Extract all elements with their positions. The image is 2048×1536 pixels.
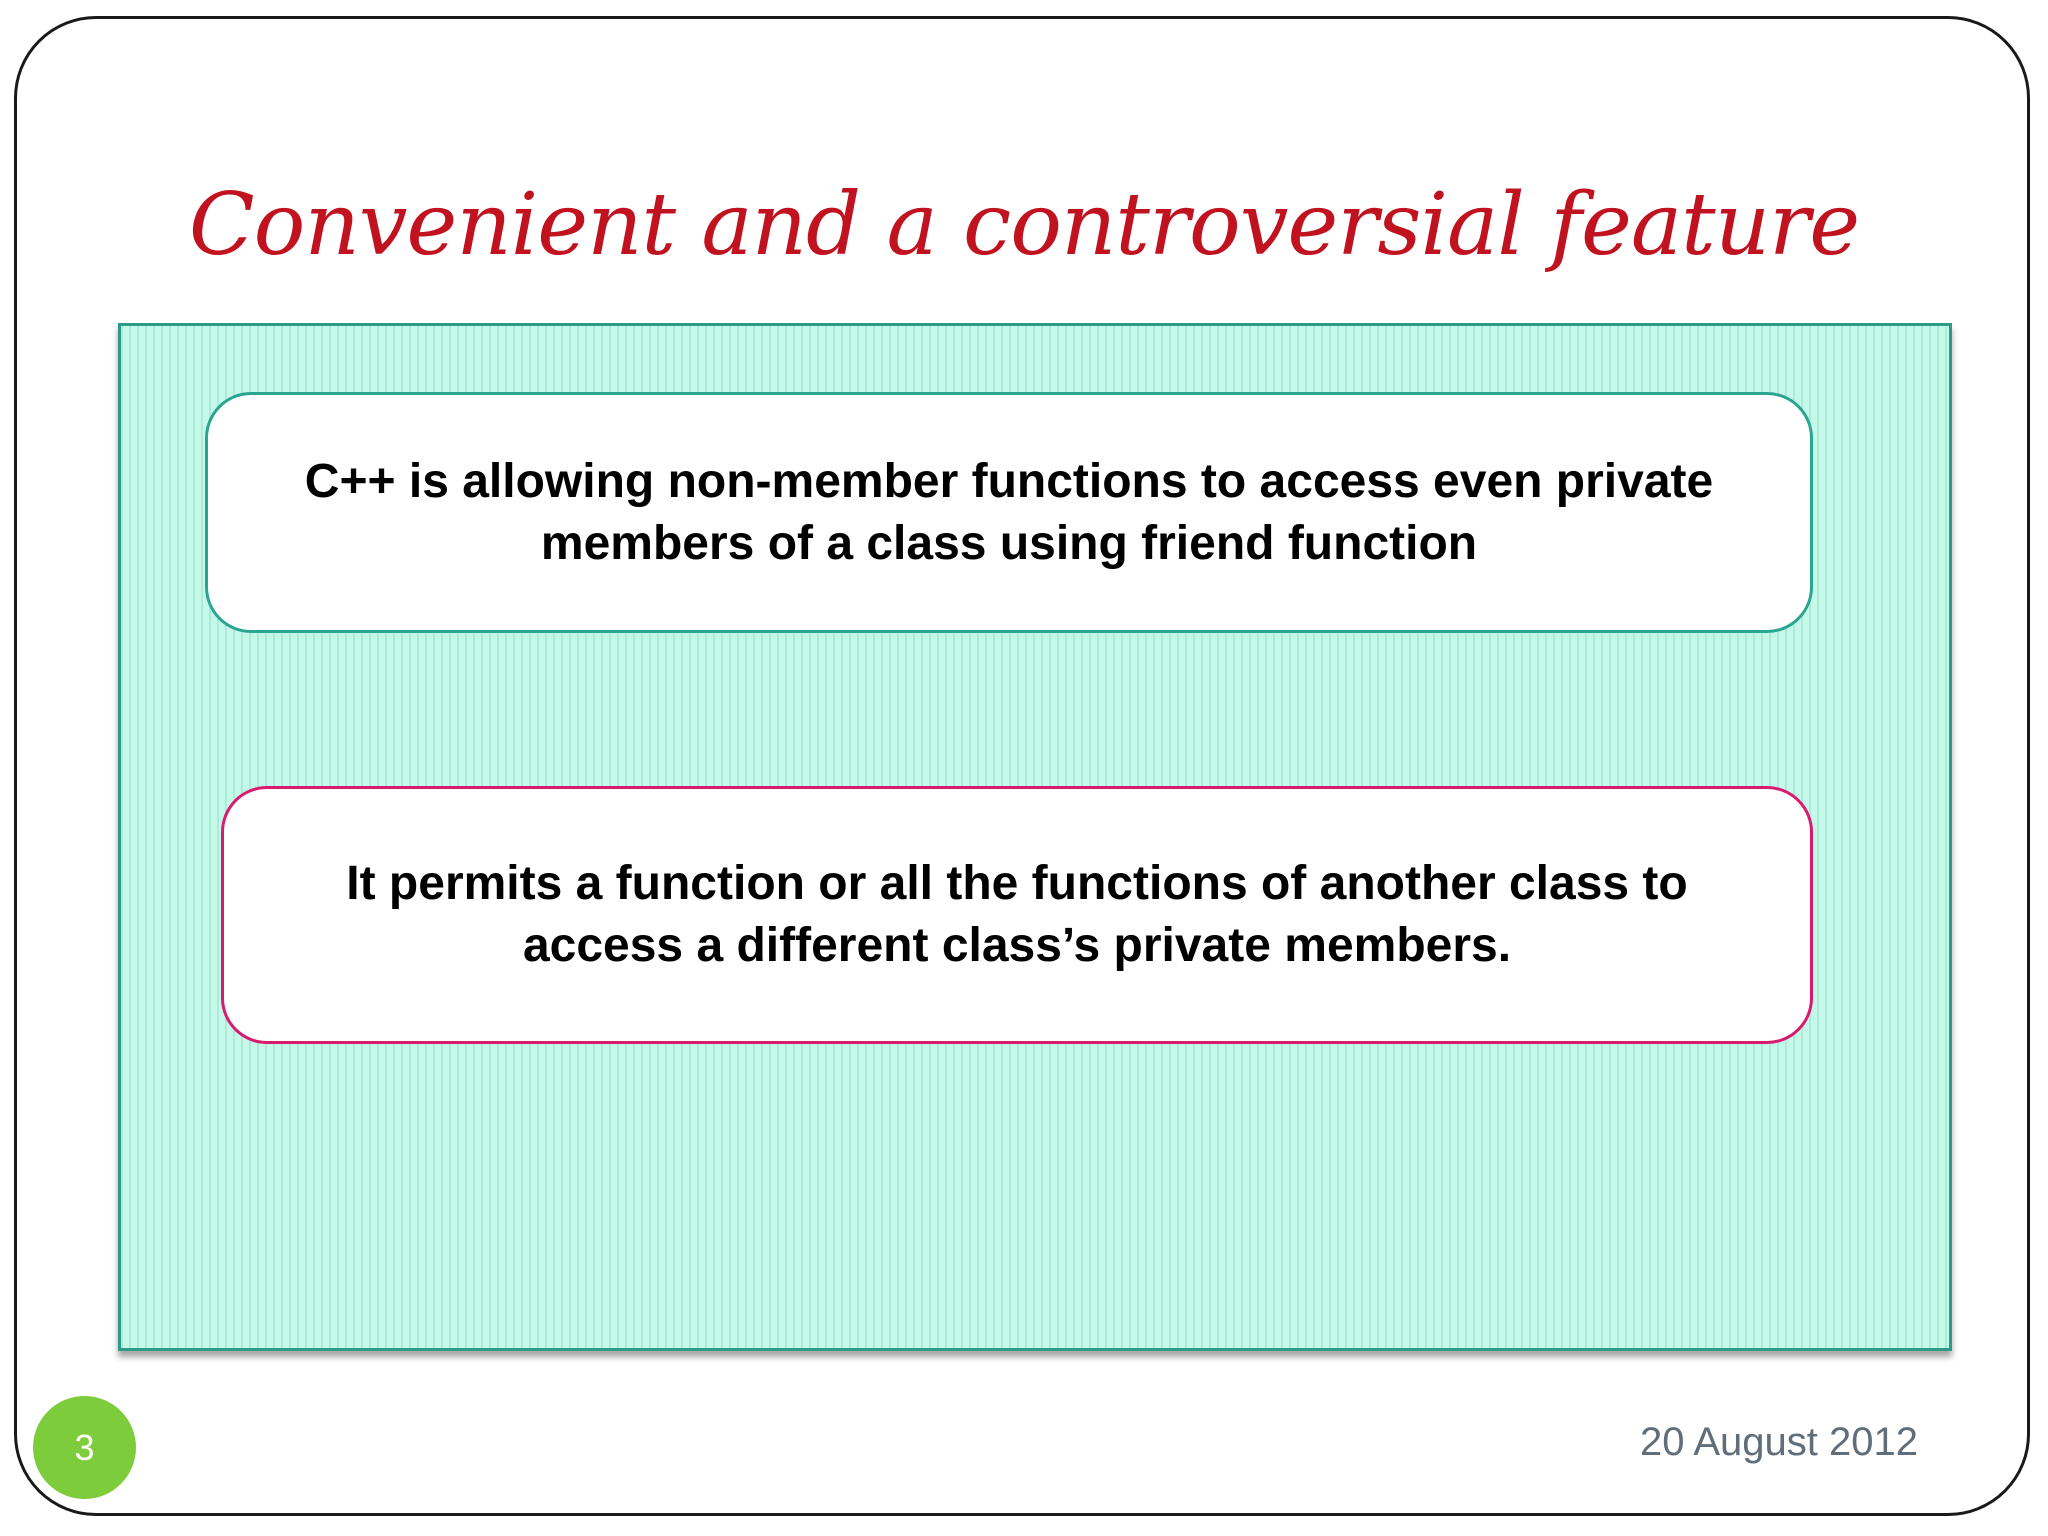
callout-box-1 <box>205 392 1813 633</box>
callout-text-2: It permits a function or all the functions of another class to access a different class’s private members. <box>346 857 1688 972</box>
page-number: 3 <box>74 1426 95 1468</box>
page-number-badge <box>33 1396 136 1499</box>
slide-date: 20 August 2012 <box>1639 1420 1918 1464</box>
slide-title: Convenient and a controversial feature <box>188 175 1860 275</box>
callout-box-2 <box>221 786 1813 1044</box>
callout-text-1: C++ is allowing non-member functions to access even private members of a class using friend function <box>304 454 1714 570</box>
